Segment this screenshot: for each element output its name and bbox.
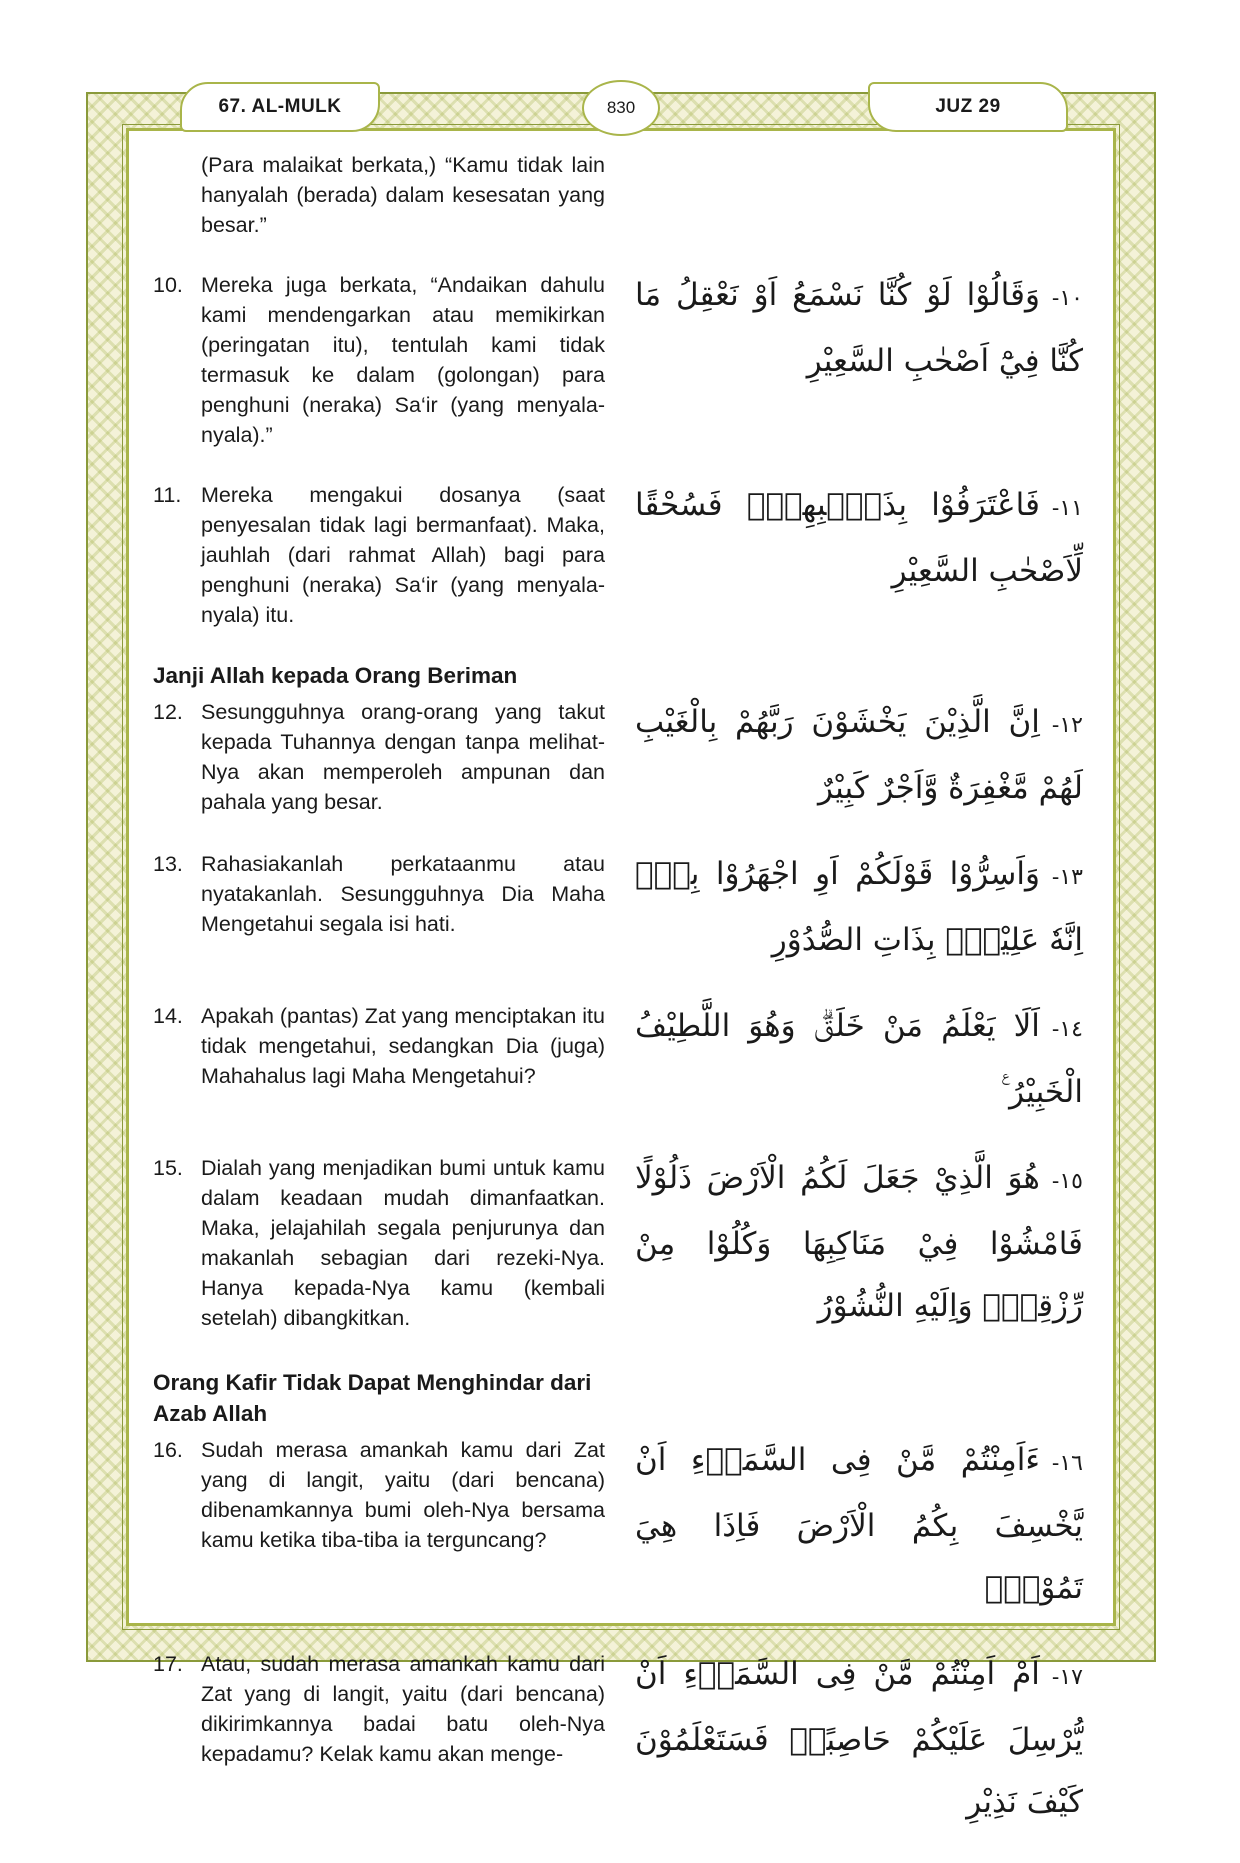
arabic-text: ءَاَمِنْتُمْ مَّنْ فِى السَّمَاۤءِ اَنْ يَّخْسِفَ بِكُمُ الْاَرْضَ فَاِذَا هِيَ تَمُوْرُۙ (635, 1442, 1083, 1606)
arabic-verse-number: ١٢- (1051, 713, 1083, 738)
section-heading: Janji Allah kepada Orang Beriman (153, 663, 518, 688)
arabic-text: اَمْ اَمِنْتُمْ مَّنْ فِى السَّمَاۤءِ اَنْ يُّرْسِلَ عَلَيْكُمْ حَاصِبًاۗ فَسَتَعْلَمُوْنَ كَيْفَ نَذِيْرِ (635, 1656, 1083, 1820)
page-content (153, 150, 1083, 1863)
arabic-text: اِنَّ الَّذِيْنَ يَخْشَوْنَ رَبَّهُمْ بِالْغَيْبِ لَهُمْ مَّغْفِرَةٌ وَّاَجْرٌ كَبِيْرٌ (635, 704, 1083, 806)
verse-row-16 (153, 1435, 1083, 1619)
arabic-text: وَاَسِرُّوْا قَوْلَكُمْ اَوِ اجْهَرُوْا بِهٖۗ اِنَّهٗ عَلِيْمٌۢ بِذَاتِ الصُّدُوْرِ (635, 856, 1083, 958)
arabic-text: وَقَالُوْا لَوْ كُنَّا نَسْمَعُ اَوْ نَعْقِلُ مَا كُنَّا فِيْٓ اَصْحٰبِ السَّعِيْرِ (635, 277, 1083, 379)
arabic-verse-number: ١٤- (1051, 1017, 1083, 1042)
arabic-verse-number: ١٧- (1051, 1665, 1083, 1690)
page-number: 830 (582, 80, 660, 136)
translation-text: Sesungguhnya orang-orang yang takut kepada Tuhannya dengan tanpa melihat-Nya akan memperoleh ampunan dan pahala yang besar. (201, 700, 605, 814)
translation-text: Mereka mengakui dosanya (saat penyesalan tidak lagi bermanfaat). Maka, jauhlah (dari rahmat Allah) bagi para penghuni (neraka) Sa‘ir (yang menyala-nyala) itu. (201, 483, 605, 627)
arabic-verse-number: ١٣- (1051, 865, 1083, 890)
verse-row-10 (153, 270, 1083, 450)
verse-number: 17. (153, 1652, 183, 1676)
surah-title: 67. AL-MULK (180, 82, 380, 132)
arabic-verse-number: ١٠- (1051, 286, 1083, 311)
arabic-text: فَاعْتَرَفُوْا بِذَنْۢبِهِمْۚ فَسُحْقًا لِّاَصْحٰبِ السَّعِيْرِ (635, 487, 1083, 589)
translation-text: Rahasiakanlah perkataanmu atau nyatakanlah. Sesungguhnya Dia Maha Mengetahui segala isi hati. (201, 852, 605, 936)
verse-number: 15. (153, 1156, 183, 1180)
verse-continuation (153, 150, 1083, 240)
section-heading: Orang Kafir Tidak Dapat Menghindar dari Azab Allah (153, 1370, 592, 1426)
juz-label: JUZ 29 (868, 82, 1068, 132)
verse-number: 13. (153, 852, 183, 876)
arabic-verse (635, 843, 1083, 971)
verse-number: 14. (153, 1004, 183, 1028)
verse-number: 16. (153, 1438, 183, 1462)
arabic-verse (635, 995, 1083, 1123)
arabic-text: اَلَا يَعْلَمُ مَنْ خَلَقَۗ وَهُوَ اللَّطِيْفُ الْخَبِيْرُ ࣖ (635, 1008, 1083, 1110)
arabic-verse-number: ١٥- (1051, 1169, 1083, 1194)
translation-text: Dialah yang menjadikan bumi untuk kamu dalam keadaan mudah dimanfaatkan. Maka, jelajahilah segala penjurunya dan makanlah sebagian dari rezeki-Nya. Hanya kepada-Nya kamu (kembali setelah) dibangkitkan. (201, 1156, 605, 1330)
verse-row-14 (153, 1001, 1083, 1123)
arabic-text: هُوَ الَّذِيْ جَعَلَ لَكُمُ الْاَرْضَ ذَلُوْلًا فَامْشُوْا فِيْ مَنَاكِبِهَا وَكُلُوْا مِنْ رِّزْقِهٖۗ وَاِلَيْهِ النُّشُوْرُ (635, 1160, 1083, 1324)
verse-row-11 (153, 480, 1083, 630)
verse-number: 12. (153, 700, 183, 724)
translation-text: Mereka juga berkata, “Andaikan dahulu kami mendengarkan atau memikirkan (peringatan itu), tentulah kami tidak termasuk ke dalam (golongan) para penghuni (neraka) Sa‘ir (yang menyala-nyala).” (201, 273, 605, 447)
arabic-verse (635, 1147, 1083, 1337)
verse-row-12 (153, 697, 1083, 819)
arabic-verse (635, 474, 1083, 602)
arabic-verse-number: ١٦- (1051, 1451, 1083, 1476)
translation-text: (Para malaikat berkata,) “Kamu tidak lain hanyalah (berada) dalam kesesatan yang besar.” (201, 153, 605, 237)
arabic-verse (635, 1429, 1083, 1619)
verse-row-17 (153, 1649, 1083, 1833)
verse-row-13 (153, 849, 1083, 971)
translation-text: Atau, sudah merasa amankah kamu dari Zat yang di langit, yaitu (dari bencana) dikirimkannya badai batu oleh-Nya kepadamu? Kelak kamu akan menge- (201, 1652, 605, 1766)
translation-text: Apakah (pantas) Zat yang menciptakan itu tidak mengetahui, sedangkan Dia (juga) Mahahalus lagi Maha Mengetahui? (201, 1004, 605, 1088)
arabic-verse (635, 1643, 1083, 1833)
arabic-verse (635, 264, 1083, 392)
verse-number: 11. (153, 483, 182, 507)
arabic-verse (635, 691, 1083, 819)
verse-number: 10. (153, 273, 183, 297)
arabic-verse-number: ١١- (1051, 496, 1083, 521)
verse-row-15 (153, 1153, 1083, 1337)
translation-text: Sudah merasa amankah kamu dari Zat yang di langit, yaitu (dari bencana) dibenamkannya bumi oleh-Nya bersama kamu ketika tiba-tiba ia terguncang? (201, 1438, 605, 1552)
